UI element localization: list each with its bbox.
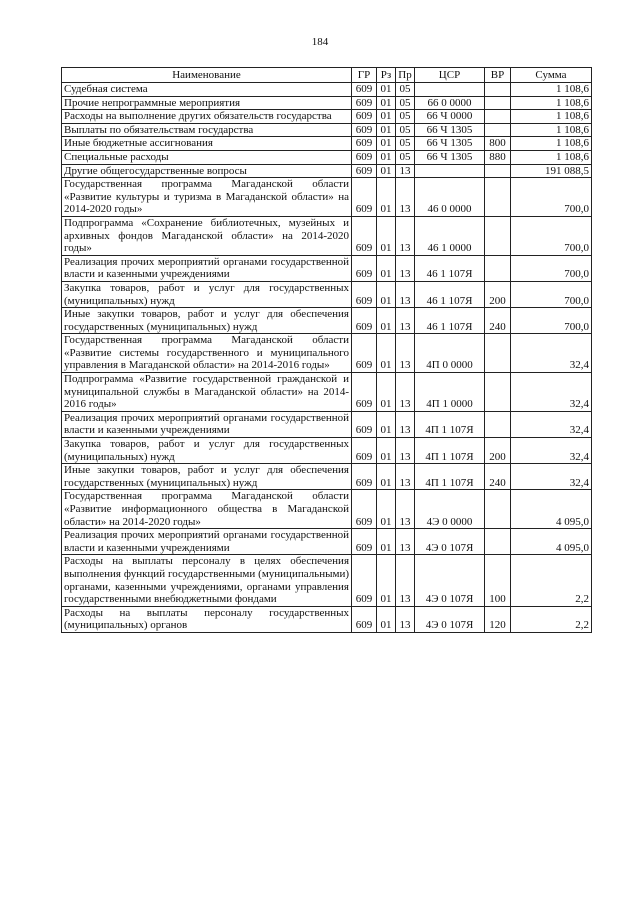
column-header-name: Наименование [62, 68, 352, 83]
cell-pr: 13 [396, 464, 415, 490]
cell-gr: 609 [352, 96, 377, 110]
cell-gr: 609 [352, 464, 377, 490]
cell-rz: 01 [377, 150, 396, 164]
cell-rz: 01 [377, 373, 396, 412]
table-header-row [62, 68, 592, 83]
cell-sum: 4 095,0 [511, 490, 592, 529]
cell-rz: 01 [377, 96, 396, 110]
cell-csr: 4Э 0 0000 [415, 490, 485, 529]
cell-sum: 32,4 [511, 373, 592, 412]
cell-csr: 66 Ч 1305 [415, 123, 485, 137]
cell-sum: 2,2 [511, 606, 592, 632]
table-row [62, 464, 592, 490]
table-row [62, 110, 592, 124]
cell-csr: 66 Ч 1305 [415, 150, 485, 164]
cell-rz: 01 [377, 308, 396, 334]
cell-pr: 13 [396, 334, 415, 373]
cell-vr [485, 123, 511, 137]
cell-vr: 100 [485, 555, 511, 606]
cell-name: Закупка товаров, работ и услуг для государственных (муниципальных) нужд [62, 438, 352, 464]
cell-pr: 13 [396, 529, 415, 555]
cell-rz: 01 [377, 529, 396, 555]
cell-name: Прочие непрограммные мероприятия [62, 96, 352, 110]
cell-name: Подпрограмма «Развитие государственной гражданской и муниципальной службы в Магаданской области» на 2014-2016 годы» [62, 373, 352, 412]
cell-vr [485, 373, 511, 412]
cell-gr: 609 [352, 110, 377, 124]
cell-pr: 13 [396, 255, 415, 281]
cell-csr: 66 Ч 1305 [415, 137, 485, 151]
table-row [62, 373, 592, 412]
column-header-gr: ГР [352, 68, 377, 83]
cell-pr: 05 [396, 110, 415, 124]
page-number: 184 [311, 36, 329, 48]
cell-gr: 609 [352, 281, 377, 307]
cell-csr [415, 164, 485, 178]
column-header-rz: Рз [377, 68, 396, 83]
cell-vr [485, 334, 511, 373]
cell-pr: 13 [396, 438, 415, 464]
cell-pr: 13 [396, 373, 415, 412]
cell-sum: 32,4 [511, 464, 592, 490]
cell-name: Иные бюджетные ассигнования [62, 137, 352, 151]
cell-vr [485, 96, 511, 110]
cell-gr: 609 [352, 164, 377, 178]
cell-sum: 700,0 [511, 216, 592, 255]
cell-gr: 609 [352, 490, 377, 529]
cell-vr: 240 [485, 464, 511, 490]
cell-gr: 609 [352, 555, 377, 606]
cell-rz: 01 [377, 334, 396, 373]
cell-pr: 05 [396, 123, 415, 137]
cell-rz: 01 [377, 555, 396, 606]
cell-csr: 4П 1 107Я [415, 411, 485, 437]
table-row [62, 216, 592, 255]
cell-pr: 13 [396, 216, 415, 255]
cell-gr: 609 [352, 308, 377, 334]
table-row [62, 529, 592, 555]
cell-sum: 1 108,6 [511, 83, 592, 97]
table-row [62, 137, 592, 151]
cell-gr: 609 [352, 123, 377, 137]
cell-pr: 13 [396, 555, 415, 606]
table-row [62, 281, 592, 307]
column-header-pr: Пр [396, 68, 415, 83]
cell-gr: 609 [352, 529, 377, 555]
cell-rz: 01 [377, 281, 396, 307]
cell-vr: 240 [485, 308, 511, 334]
cell-rz: 01 [377, 464, 396, 490]
column-header-csr: ЦСР [415, 68, 485, 83]
cell-gr: 609 [352, 178, 377, 217]
cell-csr: 66 Ч 0000 [415, 110, 485, 124]
cell-rz: 01 [377, 83, 396, 97]
cell-vr [485, 411, 511, 437]
cell-pr: 13 [396, 411, 415, 437]
cell-vr [485, 164, 511, 178]
cell-csr: 4Э 0 107Я [415, 555, 485, 606]
cell-vr: 800 [485, 137, 511, 151]
cell-rz: 01 [377, 411, 396, 437]
cell-pr: 13 [396, 281, 415, 307]
table-row [62, 164, 592, 178]
cell-name: Реализация прочих мероприятий органами государственной власти и казенными учреждениями [62, 529, 352, 555]
cell-name: Выплаты по обязательствам государства [62, 123, 352, 137]
cell-csr: 46 1 107Я [415, 255, 485, 281]
cell-vr: 880 [485, 150, 511, 164]
cell-rz: 01 [377, 490, 396, 529]
cell-vr [485, 83, 511, 97]
cell-sum: 32,4 [511, 438, 592, 464]
cell-gr: 609 [352, 606, 377, 632]
cell-csr: 4П 1 0000 [415, 373, 485, 412]
cell-csr: 46 1 107Я [415, 281, 485, 307]
cell-csr: 46 0 0000 [415, 178, 485, 217]
cell-vr: 200 [485, 281, 511, 307]
cell-csr: 4П 1 107Я [415, 464, 485, 490]
cell-gr: 609 [352, 255, 377, 281]
cell-sum: 700,0 [511, 308, 592, 334]
cell-rz: 01 [377, 123, 396, 137]
cell-rz: 01 [377, 606, 396, 632]
cell-rz: 01 [377, 438, 396, 464]
cell-name: Расходы на выполнение других обязательств государства [62, 110, 352, 124]
cell-sum: 700,0 [511, 281, 592, 307]
cell-csr: 4П 0 0000 [415, 334, 485, 373]
cell-vr [485, 178, 511, 217]
column-header-vr: ВР [485, 68, 511, 83]
column-header-sum: Сумма [511, 68, 592, 83]
cell-pr: 05 [396, 96, 415, 110]
cell-vr: 120 [485, 606, 511, 632]
table-row [62, 150, 592, 164]
cell-name: Государственная программа Магаданской области «Развитие культуры и туризма в Магаданской области» на 2014-2020 годы» [62, 178, 352, 217]
cell-name: Расходы на выплаты персоналу в целях обеспечения выполнения функций государственными (муниципальными) органами, казенными учреждениями, органами управления государственными внебюджетными фондами [62, 555, 352, 606]
cell-sum: 1 108,6 [511, 96, 592, 110]
cell-gr: 609 [352, 137, 377, 151]
cell-name: Подпрограмма «Сохранение библиотечных, музейных и архивных фондов Магаданской области» на 2014-2020 годы» [62, 216, 352, 255]
cell-rz: 01 [377, 255, 396, 281]
cell-gr: 609 [352, 83, 377, 97]
cell-vr [485, 529, 511, 555]
cell-pr: 13 [396, 178, 415, 217]
cell-csr: 46 1 107Я [415, 308, 485, 334]
cell-name: Реализация прочих мероприятий органами государственной власти и казенными учреждениями [62, 255, 352, 281]
cell-gr: 609 [352, 373, 377, 412]
cell-name: Государственная программа Магаданской области «Развитие системы государственного и муниципального управления в Магаданской области» на 2014-2016 годы» [62, 334, 352, 373]
budget-table [61, 67, 592, 633]
cell-vr [485, 255, 511, 281]
cell-gr: 609 [352, 150, 377, 164]
table-row [62, 438, 592, 464]
table-row [62, 255, 592, 281]
cell-vr [485, 110, 511, 124]
cell-name: Судебная система [62, 83, 352, 97]
cell-pr: 13 [396, 606, 415, 632]
table-row [62, 555, 592, 606]
cell-name: Расходы на выплаты персоналу государственных (муниципальных) органов [62, 606, 352, 632]
cell-rz: 01 [377, 164, 396, 178]
table-row [62, 411, 592, 437]
cell-csr: 4Э 0 107Я [415, 606, 485, 632]
cell-name: Государственная программа Магаданской области «Развитие информационного общества в Магаданской области» на 2014-2020 годы» [62, 490, 352, 529]
cell-pr: 05 [396, 137, 415, 151]
cell-sum: 700,0 [511, 178, 592, 217]
cell-name: Закупка товаров, работ и услуг для государственных (муниципальных) нужд [62, 281, 352, 307]
cell-pr: 13 [396, 490, 415, 529]
cell-csr: 66 0 0000 [415, 96, 485, 110]
cell-sum: 32,4 [511, 334, 592, 373]
cell-rz: 01 [377, 137, 396, 151]
table-row [62, 334, 592, 373]
table-row [62, 83, 592, 97]
cell-gr: 609 [352, 216, 377, 255]
cell-pr: 05 [396, 83, 415, 97]
cell-gr: 609 [352, 438, 377, 464]
cell-name: Иные закупки товаров, работ и услуг для обеспечения государственных (муниципальных) нужд [62, 464, 352, 490]
cell-vr [485, 216, 511, 255]
cell-pr: 13 [396, 164, 415, 178]
table-row [62, 490, 592, 529]
table-row [62, 178, 592, 217]
cell-csr: 4Э 0 107Я [415, 529, 485, 555]
cell-name: Другие общегосударственные вопросы [62, 164, 352, 178]
cell-rz: 01 [377, 110, 396, 124]
cell-csr: 46 1 0000 [415, 216, 485, 255]
table-body [62, 83, 592, 633]
cell-sum: 2,2 [511, 555, 592, 606]
cell-sum: 1 108,6 [511, 110, 592, 124]
cell-gr: 609 [352, 334, 377, 373]
cell-vr [485, 490, 511, 529]
cell-sum: 4 095,0 [511, 529, 592, 555]
cell-sum: 1 108,6 [511, 137, 592, 151]
cell-sum: 700,0 [511, 255, 592, 281]
cell-sum: 32,4 [511, 411, 592, 437]
table-row [62, 606, 592, 632]
cell-csr: 4П 1 107Я [415, 438, 485, 464]
cell-pr: 05 [396, 150, 415, 164]
cell-sum: 1 108,6 [511, 150, 592, 164]
table-row [62, 308, 592, 334]
cell-pr: 13 [396, 308, 415, 334]
cell-sum: 1 108,6 [511, 123, 592, 137]
table-row [62, 96, 592, 110]
cell-rz: 01 [377, 216, 396, 255]
cell-name: Иные закупки товаров, работ и услуг для обеспечения государственных (муниципальных) нужд [62, 308, 352, 334]
cell-gr: 609 [352, 411, 377, 437]
cell-name: Специальные расходы [62, 150, 352, 164]
table-row [62, 123, 592, 137]
cell-vr: 200 [485, 438, 511, 464]
cell-sum: 191 088,5 [511, 164, 592, 178]
cell-rz: 01 [377, 178, 396, 217]
cell-csr [415, 83, 485, 97]
cell-name: Реализация прочих мероприятий органами государственной власти и казенными учреждениями [62, 411, 352, 437]
